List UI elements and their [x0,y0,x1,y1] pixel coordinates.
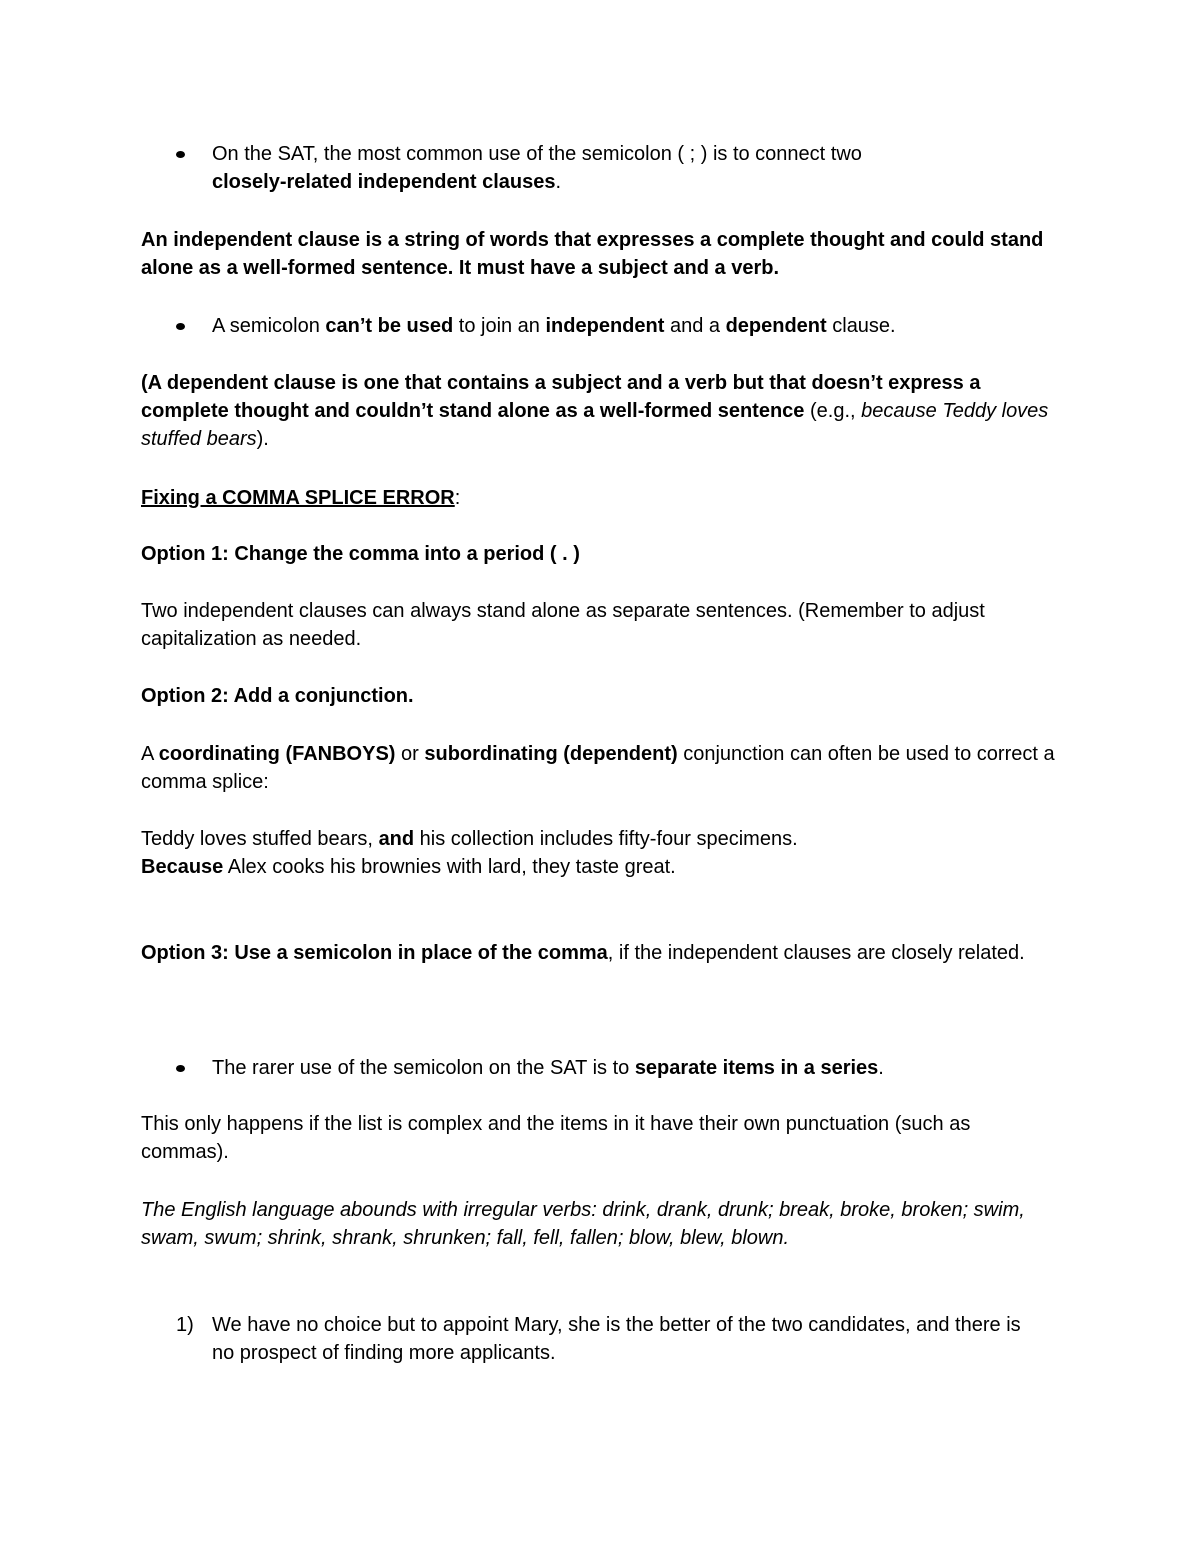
section-heading: Fixing a COMMA SPLICE ERROR: [141,487,461,509]
option3-text: Option 3: Use a semicolon in place of the comma, if the independent clauses are closely related. [141,942,1025,964]
bullet-dot-icon [176,1065,185,1072]
bullet-dot-icon [176,323,185,330]
exercise-number: 1) [176,1314,194,1336]
option1-heading: Option 1: Change the comma into a period ( . ) [141,543,580,565]
exercise-text: We have no choice but to appoint Mary, she is the better of the two candidates, and there is no prospect of finding more applicants. [212,1314,1021,1364]
option1-body: Two independent clauses can always stand alone as separate sentences. (Remember to adjust capitalization as needed. [141,600,985,650]
bullet-text: On the SAT, the most common use of the semicolon ( ; ) is to connect two closely-related independent clauses. [212,143,862,193]
option2-heading: Option 2: Add a conjunction. [141,685,414,707]
series-note: This only happens if the list is complex and the items in it have their own punctuation (such as commas). [141,1113,971,1163]
bullet-text: The rarer use of the semicolon on the SAT is to separate items in a series. [212,1057,884,1079]
option2-body: A coordinating (FANBOYS) or subordinating (dependent) conjunction can often be used to correct a comma splice: [141,743,1055,793]
bullet-dot-icon [176,151,185,158]
bullet-text: A semicolon can’t be used to join an independent and a dependent clause. [212,315,896,337]
dependent-clause-definition: (A dependent clause is one that contains a subject and a verb but that doesn’t express a complete thought and couldn’t stand alone as a well-formed sentence (e.g., because Teddy loves stuffed bears). [141,372,1049,450]
series-example: The English language abounds with irregular verbs: drink, drank, drunk; break, broke, broken; swim, swam, swum; shrink, shrank, shrunken; fall, fell, fallen; blow, blew, blown. [141,1199,1025,1249]
option2-examples: Teddy loves stuffed bears, and his collection includes fifty-four specimens. Because Alex cooks his brownies with lard, they taste great. [141,828,798,878]
independent-clause-definition: An independent clause is a string of words that expresses a complete thought and could stand alone as a well-formed sentence. It must have a subject and a verb. [141,229,1044,279]
